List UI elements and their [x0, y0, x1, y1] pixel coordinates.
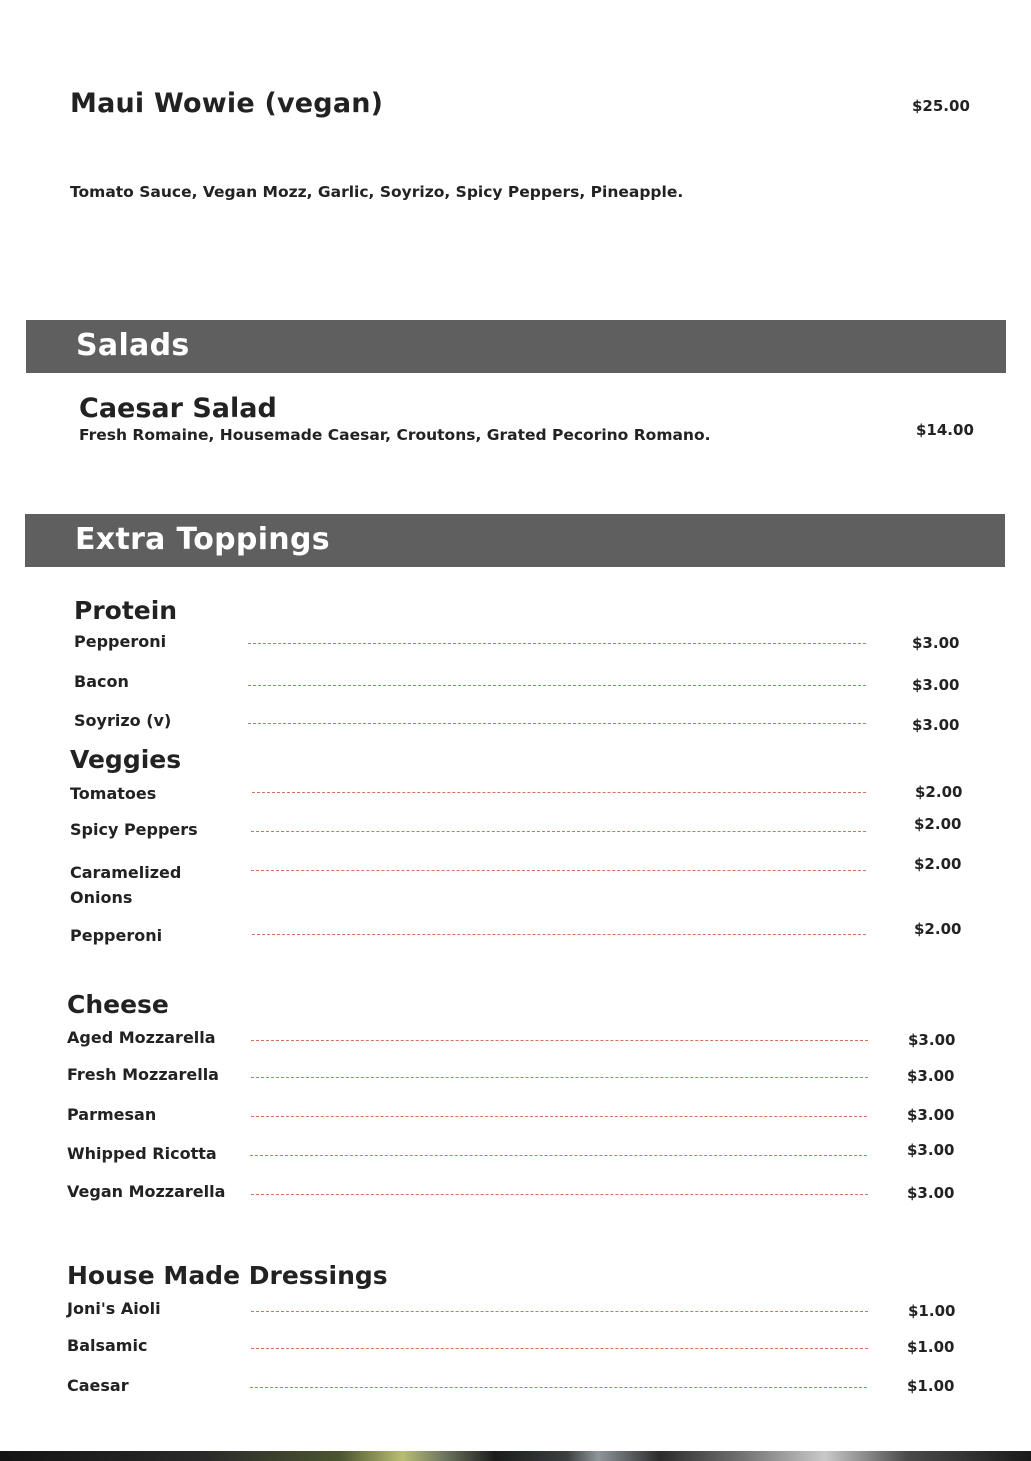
topping-row — [74, 672, 974, 694]
section-title: Salads — [76, 328, 190, 363]
leader-dots — [248, 685, 866, 686]
topping-price: $1.00 — [907, 1377, 955, 1395]
menu-item-description: Tomato Sauce, Vegan Mozz, Garlic, Soyrizo, Spicy Peppers, Pineapple. — [70, 183, 684, 201]
topping-row — [67, 1141, 967, 1163]
topping-price: $2.00 — [915, 783, 963, 801]
topping-row — [70, 783, 970, 803]
section-header-extra-toppings — [25, 514, 1005, 567]
topping-name: Vegan Mozzarella — [67, 1182, 226, 1201]
topping-name: Parmesan — [67, 1105, 157, 1124]
topping-row — [67, 1065, 967, 1085]
topping-row — [67, 1028, 967, 1049]
leader-dots — [251, 1040, 868, 1041]
topping-name: Caesar — [67, 1376, 129, 1395]
section-title: Extra Toppings — [75, 522, 330, 557]
topping-name: Whipped Ricotta — [67, 1144, 217, 1163]
topping-row — [67, 1336, 967, 1356]
leader-dots — [251, 1116, 867, 1117]
category-title-protein: Protein — [74, 596, 178, 625]
topping-price: $3.00 — [912, 634, 960, 652]
section-header-salads — [26, 320, 1006, 373]
topping-price: $3.00 — [907, 1141, 955, 1159]
leader-dots — [252, 934, 866, 935]
topping-price: $1.00 — [907, 1338, 955, 1356]
topping-price: $2.00 — [914, 815, 962, 833]
topping-row — [67, 1105, 967, 1124]
topping-name: Joni's Aioli — [67, 1299, 161, 1318]
topping-price: $3.00 — [908, 1031, 956, 1049]
topping-name: Bacon — [74, 672, 129, 691]
topping-price: $3.00 — [907, 1184, 955, 1202]
topping-row — [67, 1376, 967, 1395]
category-title-veggies: Veggies — [70, 745, 182, 774]
menu-item-name: Caesar Salad — [79, 393, 277, 424]
topping-row — [67, 1299, 967, 1320]
topping-price: $3.00 — [912, 716, 960, 734]
topping-name: Pepperoni — [74, 632, 167, 651]
category-title-dressings: House Made Dressings — [67, 1261, 388, 1290]
topping-row — [74, 711, 974, 734]
leader-dots — [252, 792, 866, 793]
leader-dots — [251, 1077, 868, 1078]
topping-price: $2.00 — [914, 920, 962, 938]
topping-name: Pepperoni — [70, 926, 163, 945]
leader-dots — [251, 1194, 868, 1195]
menu-item-price: $25.00 — [912, 97, 970, 115]
leader-dots — [251, 1348, 868, 1349]
topping-price: $3.00 — [912, 676, 960, 694]
topping-price: $3.00 — [907, 1067, 955, 1085]
menu-item-price: $14.00 — [916, 421, 974, 439]
leader-dots — [250, 1155, 867, 1156]
topping-price: $1.00 — [908, 1302, 956, 1320]
topping-row — [67, 1182, 967, 1202]
topping-name: Spicy Peppers — [70, 820, 198, 839]
topping-price: $3.00 — [907, 1106, 955, 1124]
topping-name: Tomatoes — [70, 784, 157, 803]
topping-row — [70, 815, 970, 839]
leader-dots — [250, 1387, 867, 1388]
topping-name: Soyrizo (v) — [74, 711, 172, 730]
topping-row — [74, 632, 974, 652]
leader-dots — [251, 870, 866, 871]
category-title-cheese: Cheese — [67, 990, 169, 1019]
leader-dots — [251, 831, 866, 832]
topping-price: $2.00 — [914, 855, 962, 873]
leader-dots — [248, 723, 866, 724]
topping-name: Aged Mozzarella — [67, 1028, 216, 1047]
menu-item-description: Fresh Romaine, Housemade Caesar, Croutons, Grated Pecorino Romano. — [79, 426, 711, 444]
topping-name: Balsamic — [67, 1336, 148, 1355]
menu-item-name: Maui Wowie (vegan) — [70, 88, 384, 119]
leader-dots — [251, 1311, 868, 1312]
topping-name: Caramelized Onions — [70, 863, 182, 907]
topping-row — [70, 920, 970, 945]
topping-name: Fresh Mozzarella — [67, 1065, 219, 1084]
leader-dots — [248, 643, 866, 644]
topping-row — [70, 855, 970, 907]
footer-image-strip — [0, 1451, 1031, 1461]
